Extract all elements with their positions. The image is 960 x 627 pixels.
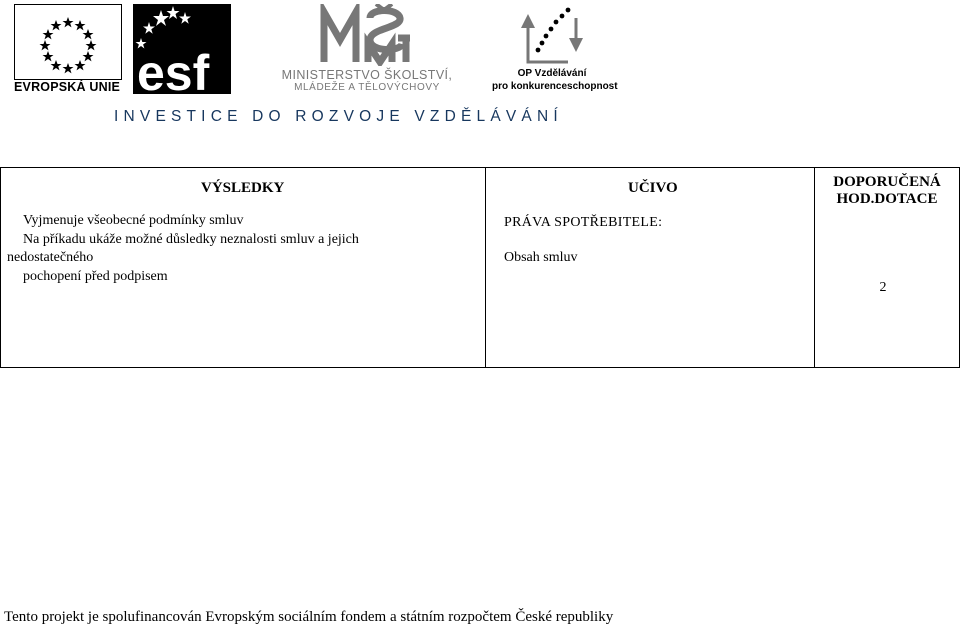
outcome-line: nedostatečného <box>7 250 94 265</box>
eu-label: EVROPSKÁ UNIE <box>14 80 121 94</box>
curriculum-line: Obsah smluv <box>504 250 578 265</box>
curriculum-header: UČIVO <box>628 180 678 196</box>
outcome-line: pochopení před podpisem <box>23 269 168 284</box>
hours-value: 2 <box>879 280 887 295</box>
msmt-label-line2: MLÁDEŽE A TĚLOVÝCHOVY <box>294 82 440 93</box>
hours-column <box>815 168 959 367</box>
esf-icon <box>133 4 231 94</box>
outcome-line: Vyjmenuje všeobecné podmínky smluv <box>23 213 244 228</box>
outcomes-header: VÝSLEDKY <box>201 180 285 196</box>
msmt-mark-icon <box>320 4 410 66</box>
op-mark-icon <box>518 4 586 66</box>
op-label-line2: pro konkurenceschopnost <box>492 81 618 92</box>
msmt-label-line1: MINISTERSTVO ŠKOLSTVÍ, <box>281 68 453 82</box>
op-logo <box>492 4 618 94</box>
outcomes-column <box>1 168 486 367</box>
outcome-line: Na příkadu ukáže možné důsledky neznalosti smluv a jejich <box>23 232 359 247</box>
curriculum-column <box>486 168 815 367</box>
esf-logo <box>133 4 231 94</box>
footer-note: Tento projekt je spolufinancován Evropským sociálním fondem a státním rozpočtem České republiky <box>4 609 614 625</box>
curriculum-table <box>0 167 960 368</box>
slogan: INVESTICE DO ROZVOJE VZDĚLÁVÁNÍ <box>114 108 563 125</box>
curriculum-line: PRÁVA SPOTŘEBITELE: <box>504 215 663 230</box>
svg-text:esf: esf <box>137 45 210 94</box>
hours-header: DOPORUČENÁ HOD.DOTACE <box>833 174 941 207</box>
eu-logo <box>14 4 122 94</box>
msmt-logo <box>272 4 462 94</box>
eu-flag-icon <box>14 4 122 80</box>
op-label-line1: OP Vzdělávání <box>517 68 587 79</box>
